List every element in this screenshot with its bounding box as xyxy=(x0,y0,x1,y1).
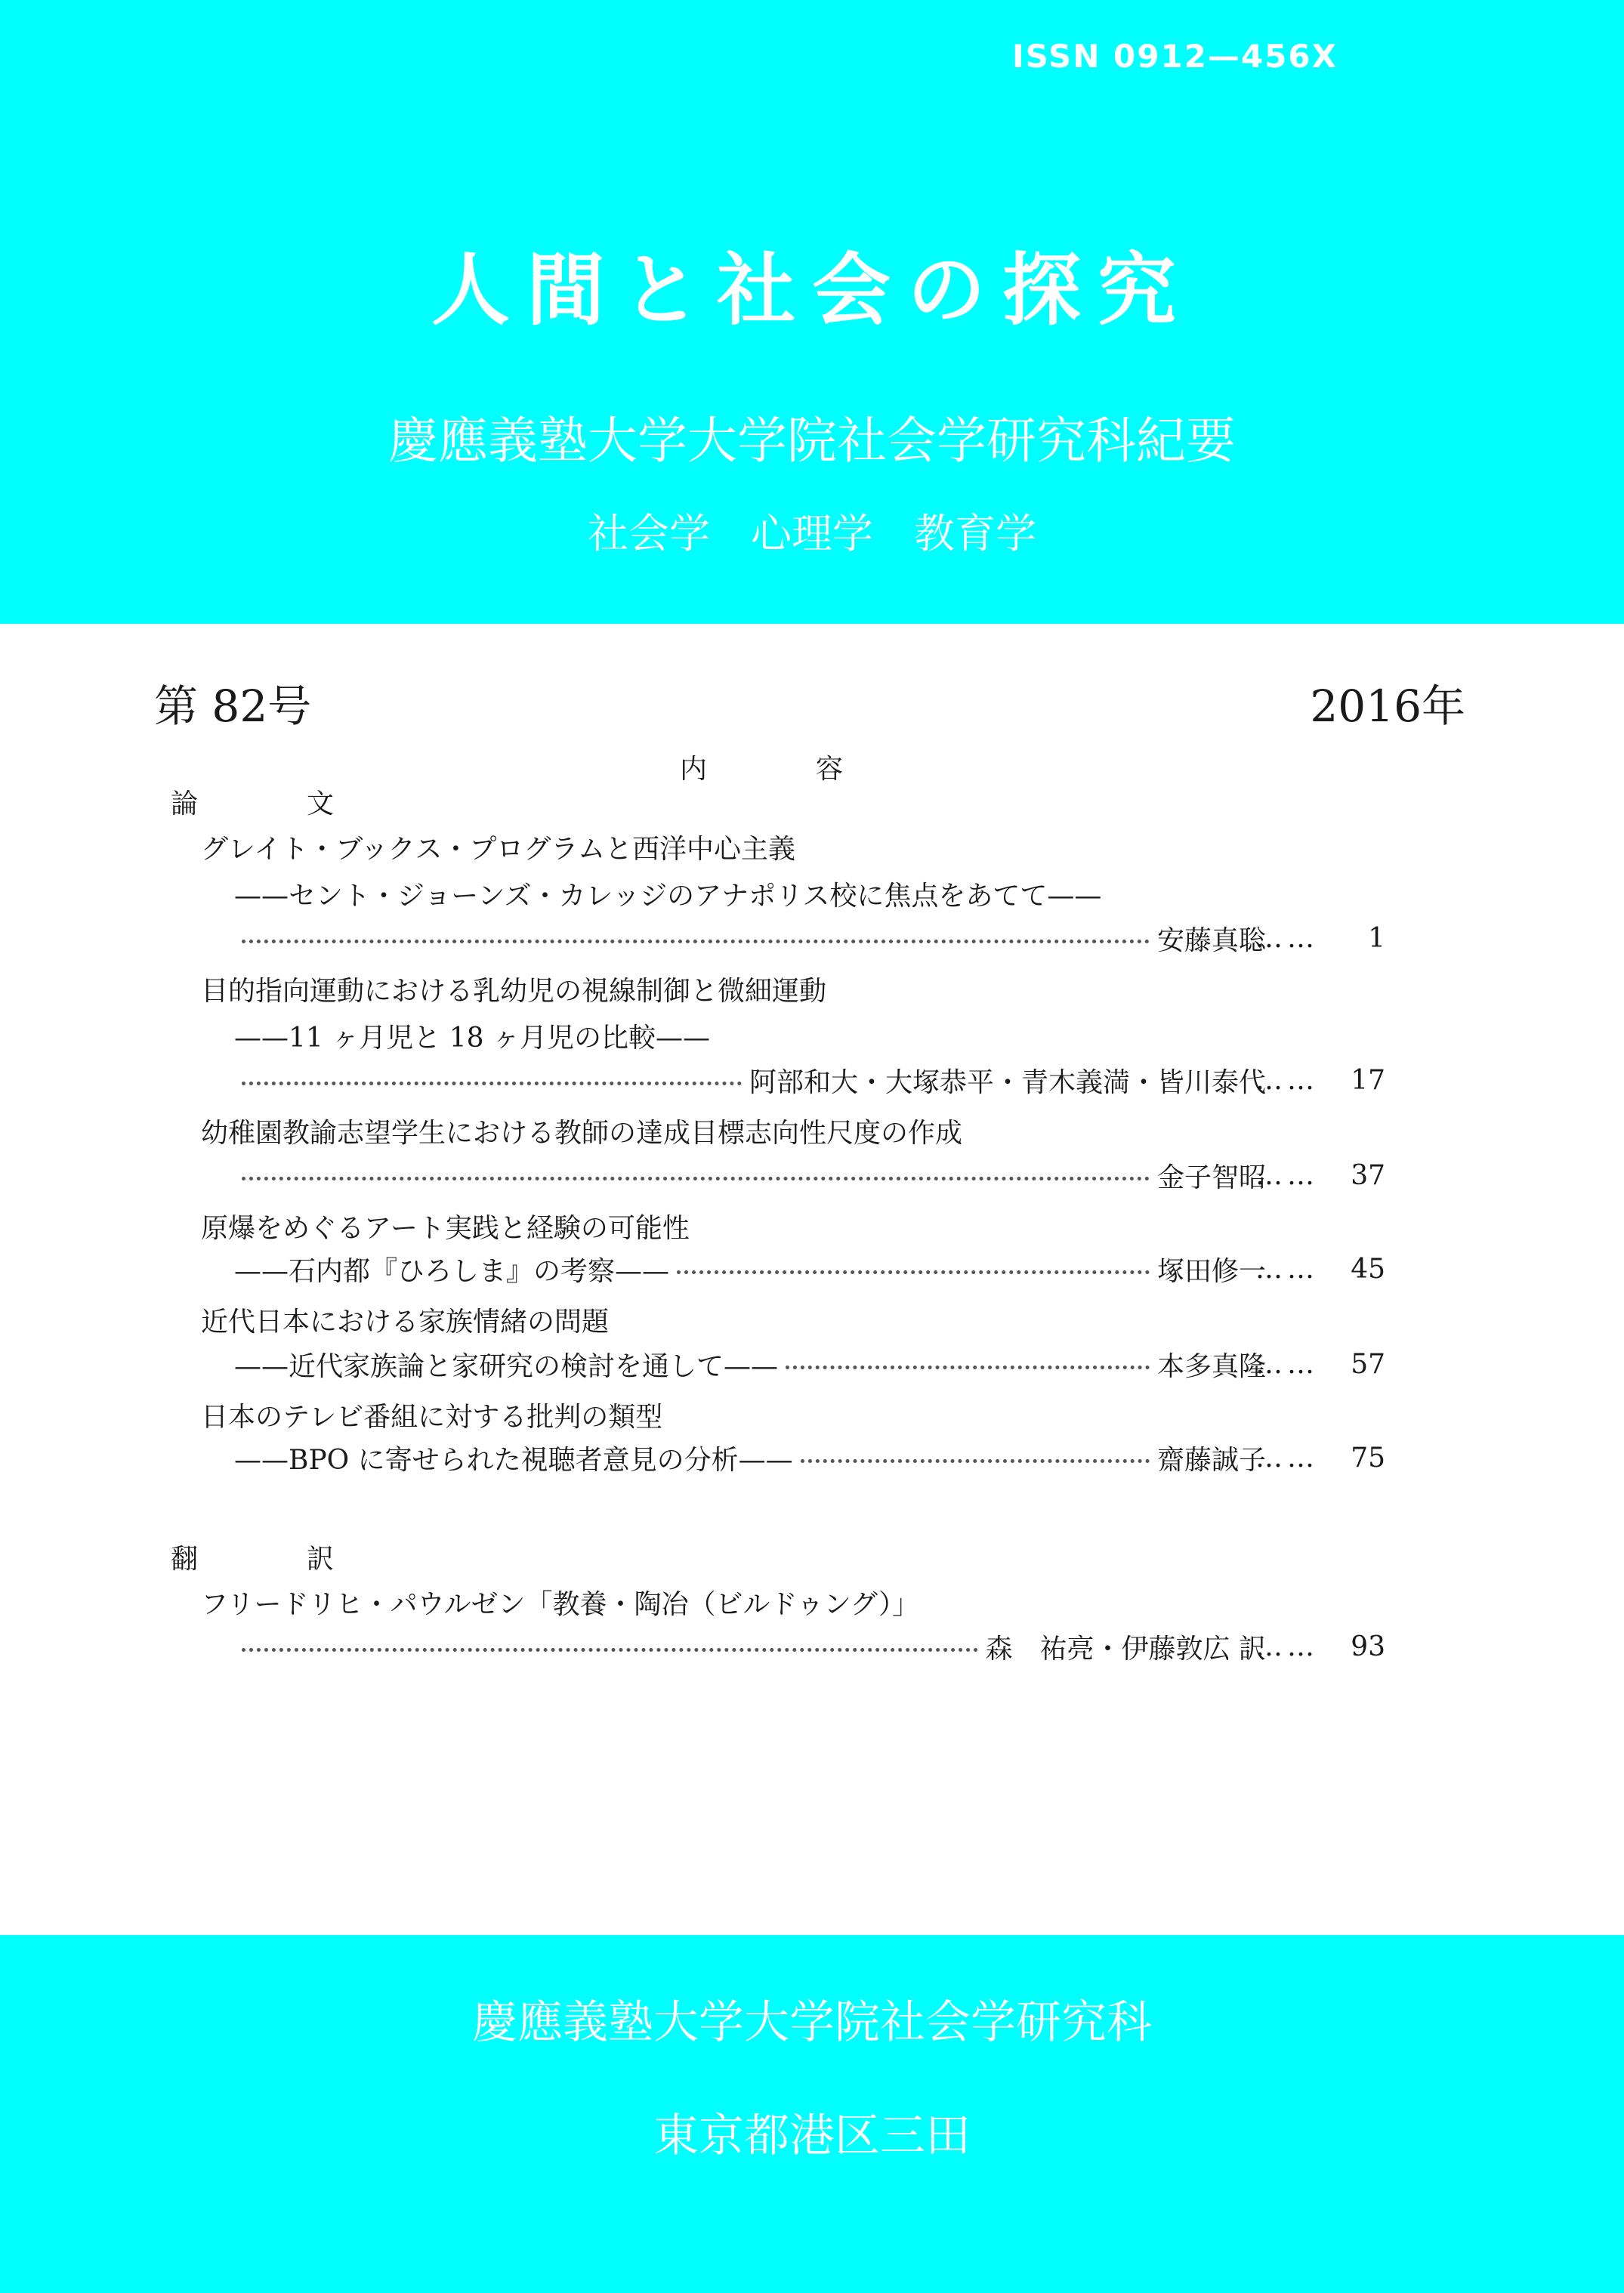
article-subtitle: ——セント・ジョーンズ・カレッジのアナポリス校に焦点をあてて—— xyxy=(234,881,1102,912)
article-title: 近代日本における家族情緒の問題 xyxy=(201,1307,610,1338)
translation-author: 森 祐亮・伊藤敦広 訳 xyxy=(985,1633,1266,1665)
toc-leader-line xyxy=(234,1254,1266,1287)
issn: ISSN 0912—456X xyxy=(1012,38,1338,75)
toc-leader-line xyxy=(234,1631,1266,1665)
trailing-dots: …… xyxy=(1255,1443,1319,1474)
page-number: 57 xyxy=(1351,1349,1385,1380)
page-number: 17 xyxy=(1351,1065,1385,1096)
toc-leader-line xyxy=(234,1443,1266,1476)
trailing-dots: …… xyxy=(1255,1631,1319,1662)
article-title: 幼稚園教諭志望学生における教師の達成目標志向性尺度の作成 xyxy=(201,1118,963,1149)
publisher: 慶應義塾大学大学院社会学研究科 xyxy=(472,1996,1152,2049)
journal-subtitle: 慶應義塾大学大学院社会学研究科紀要 xyxy=(388,412,1236,470)
article-subtitle: ——近代家族論と家研究の検討を通して—— xyxy=(234,1350,779,1382)
article-title: 目的指向運動における乳幼児の視線制御と微細運動 xyxy=(201,976,827,1007)
page-number: 45 xyxy=(1351,1254,1385,1285)
article-subtitle: ——BPO に寄せられた視聴者意見の分析—— xyxy=(234,1444,793,1476)
trailing-dots: …… xyxy=(1255,1349,1319,1380)
leader-dots xyxy=(242,1177,1150,1180)
article-subtitle: ——11 ヶ月児と 18 ヶ月児の比較—— xyxy=(234,1023,710,1054)
page-number: 93 xyxy=(1351,1631,1385,1662)
article-author: 齋藤誠子 xyxy=(1156,1444,1266,1476)
trailing-dots: …… xyxy=(1255,923,1319,954)
article-author: 安藤真聡 xyxy=(1156,924,1266,956)
article-author: 塚田修一 xyxy=(1156,1255,1266,1287)
article-author: 本多真隆 xyxy=(1156,1350,1266,1382)
article-author: 阿部和大・大塚恭平・青木義満・皆川泰代 xyxy=(749,1066,1266,1098)
issue-year: 2016年 xyxy=(1310,680,1465,732)
article-title: グレイト・ブックス・プログラムと西洋中心主義 xyxy=(201,834,795,865)
journal-fields: 社会学 心理学 教育学 xyxy=(588,510,1036,557)
leader-dots xyxy=(677,1270,1150,1274)
toc-leader-line xyxy=(234,1065,1266,1098)
trailing-dots: …… xyxy=(1255,1254,1319,1285)
article-subtitle: ——石内都『ひろしま』の考察—— xyxy=(234,1255,670,1287)
toc-leader-line xyxy=(234,1349,1266,1382)
article-title: 日本のテレビ番組に対する批判の類型 xyxy=(201,1402,663,1433)
leader-dots xyxy=(242,1648,978,1652)
page-number: 75 xyxy=(1351,1443,1385,1474)
section-translation: 翻 訳 xyxy=(171,1544,335,1575)
leader-dots xyxy=(801,1459,1150,1463)
leader-dots xyxy=(786,1366,1150,1369)
leader-dots xyxy=(242,940,1150,943)
publisher-address: 東京都港区三田 xyxy=(653,2109,971,2162)
translation-title: フリードリヒ・パウルゼン「教養・陶冶（ビルドゥング）」 xyxy=(201,1589,919,1620)
page-number: 1 xyxy=(1368,923,1385,954)
toc-leader-line xyxy=(234,1160,1266,1193)
trailing-dots: …… xyxy=(1255,1160,1319,1191)
journal-title: 人間と社会の探究 xyxy=(431,243,1193,336)
leader-dots xyxy=(242,1082,742,1085)
trailing-dots: …… xyxy=(1255,1065,1319,1096)
page-number: 37 xyxy=(1351,1160,1385,1191)
article-author: 金子智昭 xyxy=(1156,1162,1266,1193)
issue-number: 第 82号 xyxy=(154,680,312,732)
section-articles: 論 文 xyxy=(171,789,335,819)
contents-heading: 内 容 xyxy=(680,754,844,785)
article-title: 原爆をめぐるアート実践と経験の可能性 xyxy=(201,1213,690,1244)
toc-leader-line xyxy=(234,923,1266,956)
